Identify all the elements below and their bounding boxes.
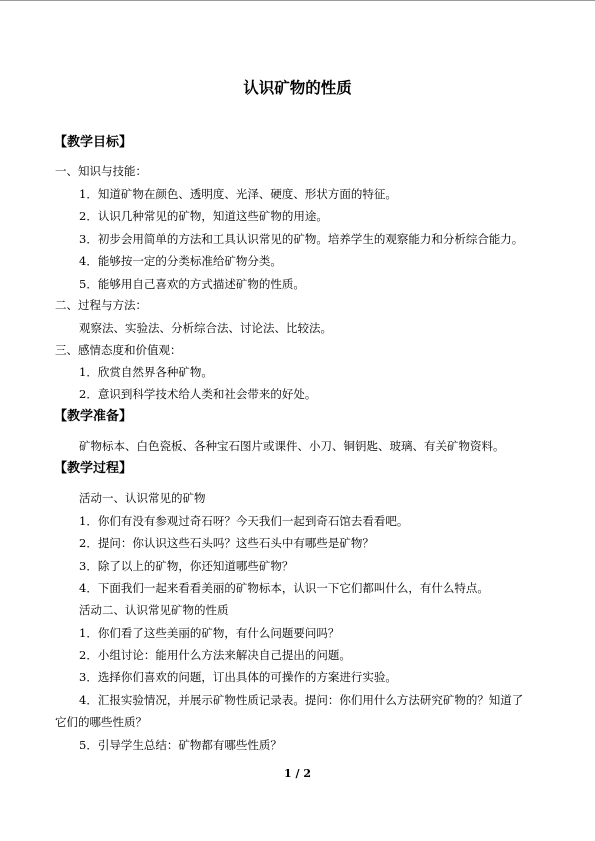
knowledge-item: 1．知道矿物在颜色、透明度、光泽、硬度、形状方面的特征。 — [79, 187, 397, 201]
activity2-item-continuation: 它们的哪些性质？ — [55, 715, 147, 729]
knowledge-item: 5．能够用自己喜欢的方式描述矿物的性质。 — [79, 277, 305, 291]
activity2-item: 1．你们看了这些美丽的矿物，有什么问题要问吗？ — [79, 626, 340, 640]
knowledge-skills-title: 一、知识与技能： — [55, 164, 147, 178]
procedure-heading: 【教学过程】 — [54, 461, 133, 476]
activity1-item: 1．你们有没有参观过奇石呀？今天我们一起到奇石馆去看看吧。 — [79, 514, 409, 528]
objectives-heading: 【教学目标】 — [54, 135, 133, 150]
process-methods-title: 二、过程与方法： — [55, 298, 147, 312]
knowledge-item: 4．能够按一定的分类标准给矿物分类。 — [79, 254, 282, 268]
attitude-item: 2．意识到科学技术给人类和社会带来的好处。 — [79, 387, 317, 401]
activity1-item: 2．提问：你认识这些石头吗？这些石头中有哪些是矿物？ — [79, 536, 374, 550]
activity2-item: 5．引导学生总结：矿物都有哪些性质？ — [79, 738, 282, 752]
attitude-item: 1．欣赏自然界各种矿物。 — [79, 365, 213, 379]
activity2-item: 4．汇报实验情况，并展示矿物性质记录表。提问：你们用什么方法研究矿物的？知道了 — [79, 693, 524, 707]
knowledge-item: 3．初步会用简单的方法和工具认识常见的矿物。培养学生的观察能力和分析综合能力。 — [79, 232, 524, 246]
page-number: 1 / 2 — [284, 767, 311, 780]
activity1-item: 3．除了以上的矿物，你还知道哪些矿物？ — [79, 559, 294, 573]
activity2-item: 3．选择你们喜欢的问题，订出具体的可操作的方案进行实验。 — [79, 670, 397, 684]
process-methods-text: 观察法、实验法、分析综合法、讨论法、比较法。 — [79, 321, 332, 335]
activity1-item: 4．下面我们一起来看看美丽的矿物标本，认识一下它们都叫什么，有什么特点。 — [79, 581, 489, 595]
activity2-item: 2．小组讨论：能用什么方法来解决自己提出的问题。 — [79, 648, 351, 662]
page-top-border — [0, 0, 595, 1]
activity2-title: 活动二、认识常见矿物的性质 — [79, 603, 229, 617]
knowledge-item: 2．认识几种常见的矿物，知道这些矿物的用途。 — [79, 209, 328, 223]
activity1-title: 活动一、认识常见的矿物 — [79, 491, 206, 505]
attitude-values-title: 三、感情态度和价值观： — [55, 343, 182, 357]
preparation-heading: 【教学准备】 — [54, 409, 133, 424]
preparation-text: 矿物标本、白色瓷板、各种宝石图片或课件、小刀、铜钥匙、玻璃、有关矿物资料。 — [79, 439, 505, 453]
document-title: 认识矿物的性质 — [243, 79, 352, 97]
